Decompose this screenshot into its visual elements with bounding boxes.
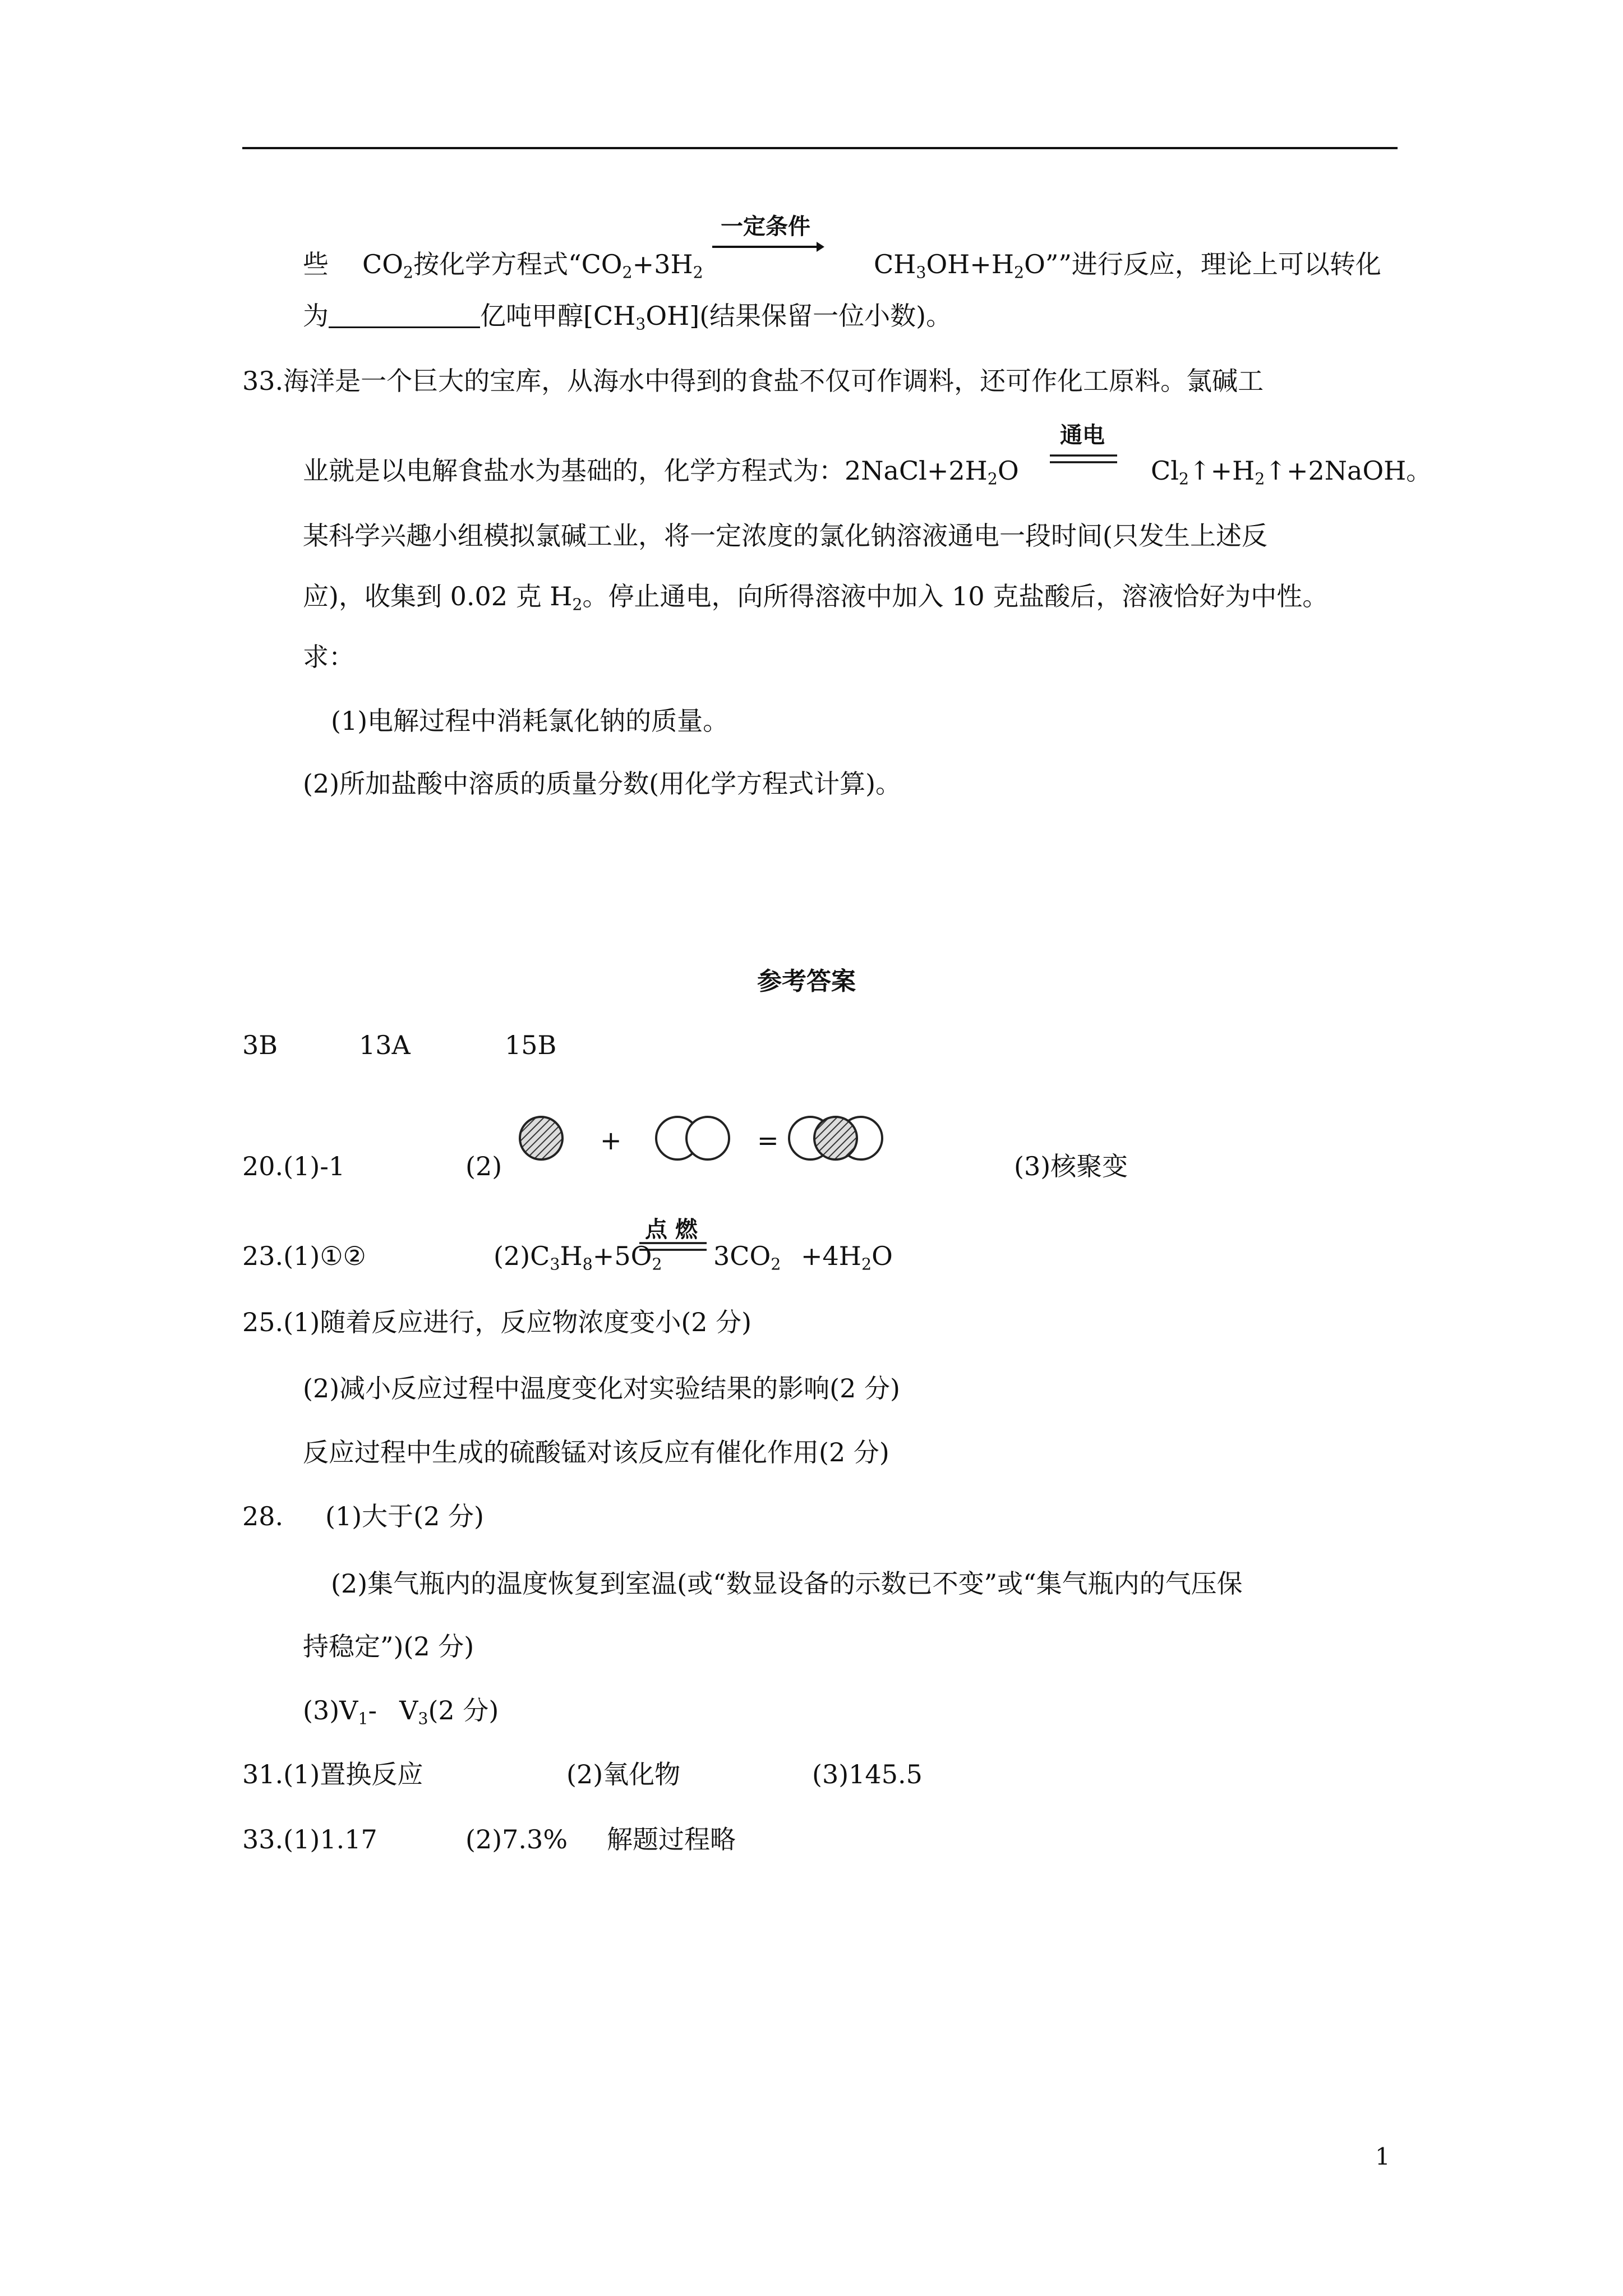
q32-line2 [303, 301, 952, 334]
page-number: 1 [1375, 2143, 1390, 2170]
q32-sub: 2 [1013, 263, 1025, 282]
q33-text: ↑+2NaOH。 [1265, 455, 1432, 486]
q32-text: CO [362, 249, 403, 279]
q33-text: 。停止通电，向所得溶液中加入 10 克盐酸后，溶液恰好为中性。 [582, 581, 1329, 611]
helium-nucleus-diagram-icon [785, 1113, 886, 1163]
ignition-label: 点 燃 [645, 1217, 698, 1243]
q33-text: 应)，收集到 0.02 克 H [303, 581, 573, 611]
q32-text: 按化学方程式“CO [413, 249, 623, 279]
answer-13: 13A [359, 1030, 411, 1060]
q33-line2-products [1151, 455, 1432, 489]
answer-28-line3: 持稳定”)(2 分) [303, 1631, 474, 1662]
a28-text: (3)V [303, 1695, 358, 1726]
answer-23-part1: 23.(1)①② [242, 1241, 366, 1271]
equals-sign: = [757, 1125, 779, 1156]
answer-28-line1: (1)大于(2 分) [325, 1501, 484, 1531]
a23-text: 3CO [713, 1241, 771, 1271]
answer-28-line4 [303, 1695, 499, 1728]
answer-15: 15B [505, 1030, 557, 1060]
answer-23-products [713, 1241, 781, 1274]
answer-28-line2: (2)集气瓶内的温度恢复到室温(或“数显设备的示数已不变”或“集气瓶内的气压保 [331, 1568, 1243, 1599]
q33-text: ↑+H [1189, 455, 1255, 486]
reaction-arrow-icon [712, 240, 824, 254]
answer-20-part2-label: (2) [465, 1151, 502, 1181]
q33-line3: 某科学兴趣小组模拟氯碱工业，将一定浓度的氯化钠溶液通电一段时间(只发生上述反 [303, 521, 1267, 551]
q32-sub: 2 [622, 263, 633, 282]
answer-23-part2 [494, 1241, 662, 1274]
answer-33-part1: 33.(1)1.17 [242, 1824, 377, 1855]
q33-line1: 33.海洋是一个巨大的宝库，从海水中得到的食盐不仅可作调料，还可作化工原料。氯碱工 [242, 366, 1264, 396]
answer-31-part2: (2)氧化物 [566, 1759, 681, 1789]
a23-sub: 2 [771, 1255, 781, 1274]
q33-line4 [303, 581, 1329, 614]
a23-sub: 3 [550, 1255, 560, 1274]
a28-text: V [399, 1695, 418, 1726]
q33-sub: 2 [572, 595, 583, 614]
a23-text: +4H [801, 1241, 861, 1271]
answer-25-line1: 25.(1)随着反应进行，反应物浓度变小(2 分) [242, 1307, 752, 1337]
q33-sub: 2 [1255, 470, 1265, 489]
answer-31-part1: 31.(1)置换反应 [242, 1759, 423, 1789]
q32-line1-products [874, 249, 1381, 282]
q32-text: 亿吨甲醇[CH [480, 301, 636, 331]
a28-sub: 1 [358, 1709, 368, 1728]
answer-blank[interactable] [329, 304, 480, 328]
a28-text: - [368, 1695, 377, 1726]
answers-title: 参考答案 [757, 967, 856, 996]
a23-sub: 2 [861, 1255, 872, 1274]
a23-text: (2)C [494, 1241, 550, 1271]
hydrogen-atom-diagram-icon [516, 1113, 566, 1163]
a23-text: H [560, 1241, 583, 1271]
answer-20-part3: (3)核聚变 [1014, 1151, 1128, 1181]
q32-text: O””进行反应，理论上可以转化 [1024, 249, 1381, 279]
a28-text: (2 分) [428, 1695, 499, 1726]
q33-line5: 求： [303, 642, 354, 672]
a23-sub: 2 [652, 1255, 662, 1274]
answer-25-line3: 反应过程中生成的硫酸锰对该反应有催化作用(2 分) [303, 1437, 889, 1467]
a28-sub: 3 [418, 1709, 428, 1728]
q32-sub: 2 [693, 263, 703, 282]
equals-sign-icon [1050, 453, 1117, 466]
answer-28-number: 28. [242, 1501, 284, 1531]
q33-sub2: (2)所加盐酸中溶质的质量分数(用化学方程式计算)。 [303, 769, 902, 799]
q33-sub: 2 [987, 470, 998, 489]
electrolysis-label: 通电 [1060, 422, 1105, 448]
q32-line1 [303, 251, 329, 277]
a23-text: O [872, 1241, 893, 1271]
q32-text: +3H [632, 249, 693, 279]
q32-sub: 3 [635, 315, 646, 334]
q32-text: 些 [303, 249, 329, 279]
answer-3: 3B [242, 1030, 278, 1060]
q33-text: O [997, 455, 1019, 486]
reaction-condition-label: 一定条件 [721, 214, 810, 240]
q32-sub: 2 [403, 263, 414, 282]
q32-text: OH](结果保留一位小数)。 [645, 301, 952, 331]
answer-33-part2: (2)7.3% [465, 1824, 568, 1855]
q33-sub1: (1)电解过程中消耗氯化钠的质量。 [331, 706, 729, 736]
q33-sub: 2 [1178, 470, 1189, 489]
q32-text: CH [874, 249, 916, 279]
q33-text: Cl [1151, 455, 1179, 486]
q32-text: OH+H [926, 249, 1014, 279]
a23-text: +5O [592, 1241, 652, 1271]
q32-sub: 3 [916, 263, 926, 282]
equals-sign-icon [639, 1241, 707, 1253]
answer-31-part3: (3)145.5 [812, 1759, 923, 1789]
neutron-pair-diagram-icon [651, 1113, 735, 1163]
answer-20-part1: 20.(1)-1 [242, 1151, 345, 1181]
q33-line2 [303, 455, 1019, 489]
answer-33-part3: 解题过程略 [607, 1824, 736, 1855]
q33-text: 业就是以电解食盐水为基础的，化学方程式为：2NaCl+2H [303, 455, 988, 486]
plus-sign: + [600, 1125, 622, 1156]
q32-text: 为 [303, 301, 329, 331]
a23-sub: 8 [582, 1255, 593, 1274]
q32-line1-co2 [362, 249, 703, 282]
answer-25-line2: (2)减小反应过程中温度变化对实验结果的影响(2 分) [303, 1373, 900, 1404]
answer-23-water [801, 1241, 893, 1274]
header-rule [242, 147, 1398, 149]
